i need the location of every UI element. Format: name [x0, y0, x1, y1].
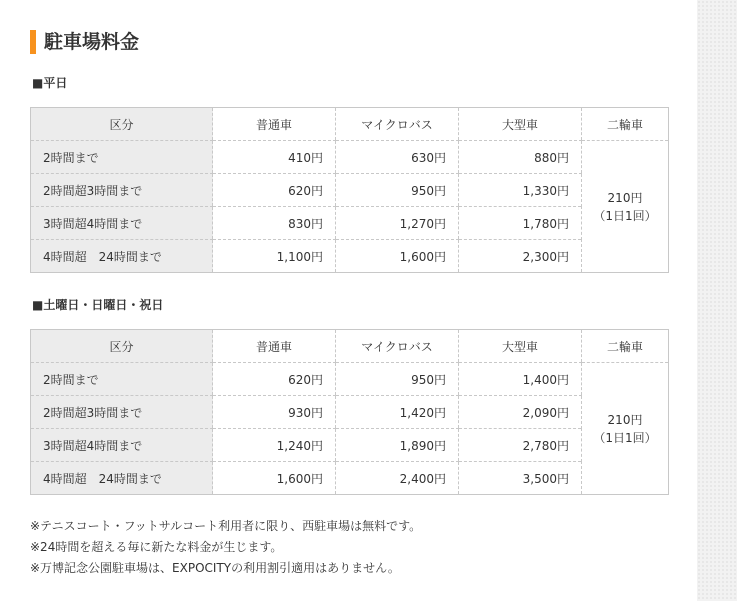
two-wheeler-note: （1日1回）	[593, 430, 657, 445]
standard-price: 620円	[213, 174, 336, 207]
table-row	[31, 207, 669, 240]
weekend-fee-table	[30, 329, 669, 495]
row-label: 3時間超4時間まで	[31, 207, 213, 240]
table-header-row	[31, 330, 669, 363]
right-gutter	[697, 0, 737, 601]
microbus-price: 1,890円	[336, 429, 459, 462]
header-large-vehicle: 大型車	[459, 330, 582, 363]
row-label: 2時間超3時間まで	[31, 174, 213, 207]
two-wheeler-price-cell	[582, 363, 669, 495]
header-standard-car: 普通車	[213, 330, 336, 363]
row-label: 4時間超 24時間まで	[31, 240, 213, 273]
header-two-wheeler: 二輪車	[582, 330, 669, 363]
header-category: 区分	[31, 330, 213, 363]
header-standard-car: 普通車	[213, 108, 336, 141]
standard-price: 1,240円	[213, 429, 336, 462]
standard-price: 930円	[213, 396, 336, 429]
microbus-price: 950円	[336, 174, 459, 207]
row-label: 2時間超3時間まで	[31, 396, 213, 429]
weekday-section-title: ■平日	[32, 76, 68, 90]
large-price: 1,330円	[459, 174, 582, 207]
standard-price: 410円	[213, 141, 336, 174]
microbus-price: 1,420円	[336, 396, 459, 429]
header-two-wheeler: 二輪車	[582, 108, 669, 141]
note-item: ※万博記念公園駐車場は、EXPOCITYの利用割引適用はありません。	[30, 561, 400, 575]
row-label: 2時間まで	[31, 363, 213, 396]
two-wheeler-price-cell	[582, 141, 669, 273]
large-price: 1,400円	[459, 363, 582, 396]
weekend-section-title: ■土曜日・日曜日・祝日	[32, 298, 164, 312]
table-row	[31, 174, 669, 207]
header-microbus: マイクロバス	[336, 330, 459, 363]
note-item: ※テニスコート・フットサルコート利用者に限り、西駐車場は無料です。	[30, 519, 422, 533]
two-wheeler-price: 210円	[607, 412, 643, 427]
table-row	[31, 363, 669, 396]
standard-price: 830円	[213, 207, 336, 240]
microbus-price: 2,400円	[336, 462, 459, 495]
microbus-price: 1,600円	[336, 240, 459, 273]
row-label: 2時間まで	[31, 141, 213, 174]
large-price: 880円	[459, 141, 582, 174]
two-wheeler-note: （1日1回）	[593, 208, 657, 223]
table-row	[31, 396, 669, 429]
notes	[30, 516, 421, 579]
table-row	[31, 429, 669, 462]
two-wheeler-price: 210円	[607, 190, 643, 205]
header-microbus: マイクロバス	[336, 108, 459, 141]
microbus-price: 1,270円	[336, 207, 459, 240]
table-header-row	[31, 108, 669, 141]
large-price: 1,780円	[459, 207, 582, 240]
large-price: 3,500円	[459, 462, 582, 495]
microbus-price: 630円	[336, 141, 459, 174]
table-row	[31, 240, 669, 273]
header-large-vehicle: 大型車	[459, 108, 582, 141]
note-item: ※24時間を超える毎に新たな料金が生じます。	[30, 540, 283, 554]
weekday-fee-table	[30, 107, 669, 273]
header-category: 区分	[31, 108, 213, 141]
microbus-price: 950円	[336, 363, 459, 396]
page-title: 駐車場料金	[30, 30, 139, 54]
large-price: 2,300円	[459, 240, 582, 273]
standard-price: 620円	[213, 363, 336, 396]
row-label: 4時間超 24時間まで	[31, 462, 213, 495]
standard-price: 1,600円	[213, 462, 336, 495]
table-row	[31, 462, 669, 495]
large-price: 2,090円	[459, 396, 582, 429]
row-label: 3時間超4時間まで	[31, 429, 213, 462]
large-price: 2,780円	[459, 429, 582, 462]
standard-price: 1,100円	[213, 240, 336, 273]
table-row	[31, 141, 669, 174]
